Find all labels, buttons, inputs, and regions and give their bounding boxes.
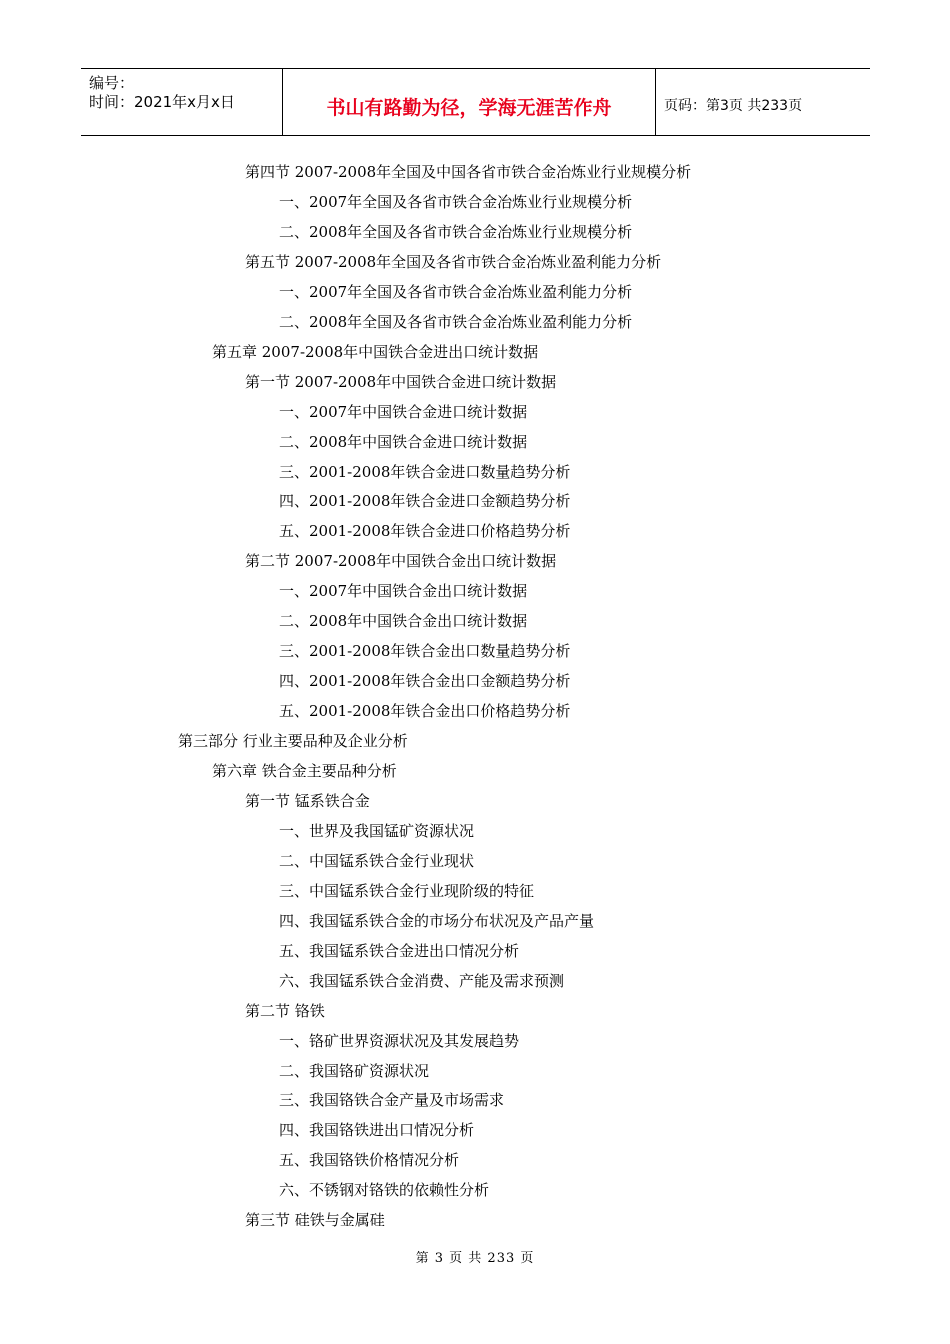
- toc-entry: 二、我国铬矿资源状况: [279, 1061, 430, 1080]
- toc-entry: 二、2008年全国及各省市铁合金冶炼业行业规模分析: [279, 222, 633, 241]
- toc-entry: 三、我国铬铁合金产量及市场需求: [279, 1091, 505, 1110]
- header-motto: 书山有路勤为径，学海无涯苦作舟: [326, 97, 612, 119]
- toc-entry: 三、中国锰系铁合金行业现阶级的特征: [279, 881, 535, 900]
- toc-entry: 第一节 锰系铁合金: [245, 791, 370, 810]
- toc-entry: 第五节 2007-2008年全国及各省市铁合金冶炼业盈利能力分析: [245, 252, 662, 271]
- toc-entry: 四、2001-2008年铁合金出口金额趋势分析: [279, 672, 571, 691]
- header-motto-cell: [283, 69, 656, 135]
- toc-entry: 一、2007年全国及各省市铁合金冶炼业盈利能力分析: [279, 282, 633, 301]
- toc-entry: 二、中国锰系铁合金行业现状: [279, 851, 475, 870]
- toc-entry: 第一节 2007-2008年中国铁合金进口统计数据: [245, 372, 557, 391]
- toc-entry: 三、2001-2008年铁合金出口数量趋势分析: [279, 642, 571, 661]
- toc-entry: 五、2001-2008年铁合金出口价格趋势分析: [279, 702, 571, 721]
- toc-entry: 一、2007年全国及各省市铁合金冶炼业行业规模分析: [279, 192, 633, 211]
- toc-entry: 四、2001-2008年铁合金进口金额趋势分析: [279, 492, 571, 511]
- toc-entry: 一、2007年中国铁合金出口统计数据: [279, 582, 528, 601]
- toc-entry: 第四节 2007-2008年全国及中国各省市铁合金冶炼业行业规模分析: [245, 163, 692, 181]
- toc-entry: 三、2001-2008年铁合金进口数量趋势分析: [279, 462, 571, 481]
- toc-entry: 二、2008年全国及各省市铁合金冶炼业盈利能力分析: [279, 312, 633, 331]
- toc-entry: 六、不锈钢对铬铁的依赖性分析: [279, 1181, 490, 1200]
- toc-entry: 第三部分 行业主要品种及企业分析: [178, 732, 408, 751]
- footer-page-number: 第 3 页 共 233 页: [415, 1251, 535, 1266]
- document-date-label: 时间：2021年x月x日: [89, 93, 235, 111]
- toc-entry: 一、世界及我国锰矿资源状况: [279, 821, 475, 840]
- toc-entry: 六、我国锰系铁合金消费、产能及需求预测: [279, 971, 565, 990]
- header-info-cell: [81, 69, 283, 135]
- toc-entry: 第三节 硅铁与金属硅: [245, 1211, 385, 1230]
- toc-entry: 第六章 铁合金主要品种分析: [212, 762, 397, 780]
- toc-entry: 二、2008年中国铁合金出口统计数据: [279, 612, 528, 631]
- document-number-label: 编号：: [89, 74, 135, 92]
- toc-entry: 五、2001-2008年铁合金进口价格趋势分析: [279, 522, 571, 541]
- toc-entry: 一、2007年中国铁合金进口统计数据: [279, 402, 528, 421]
- toc-entry: 第二节 2007-2008年中国铁合金出口统计数据: [245, 552, 557, 571]
- header-page-cell: [656, 69, 870, 135]
- toc-entry: 四、我国铬铁进出口情况分析: [279, 1121, 475, 1140]
- toc-entry: 第二节 铬铁: [245, 1001, 325, 1020]
- toc-entry: 二、2008年中国铁合金进口统计数据: [279, 432, 528, 451]
- toc-entry: 五、我国铬铁价格情况分析: [279, 1151, 460, 1170]
- toc-entry: 五、我国锰系铁合金进出口情况分析: [279, 941, 520, 960]
- toc-entry: 四、我国锰系铁合金的市场分布状况及产品产量: [279, 911, 595, 930]
- page-header: [81, 68, 870, 136]
- page-footer: [0, 1247, 950, 1266]
- toc-entry: 一、铬矿世界资源状况及其发展趋势: [279, 1031, 520, 1050]
- toc-entry: 第五章 2007-2008年中国铁合金进出口统计数据: [212, 342, 539, 361]
- header-page-info: 页码：第3页 共233页: [664, 98, 803, 114]
